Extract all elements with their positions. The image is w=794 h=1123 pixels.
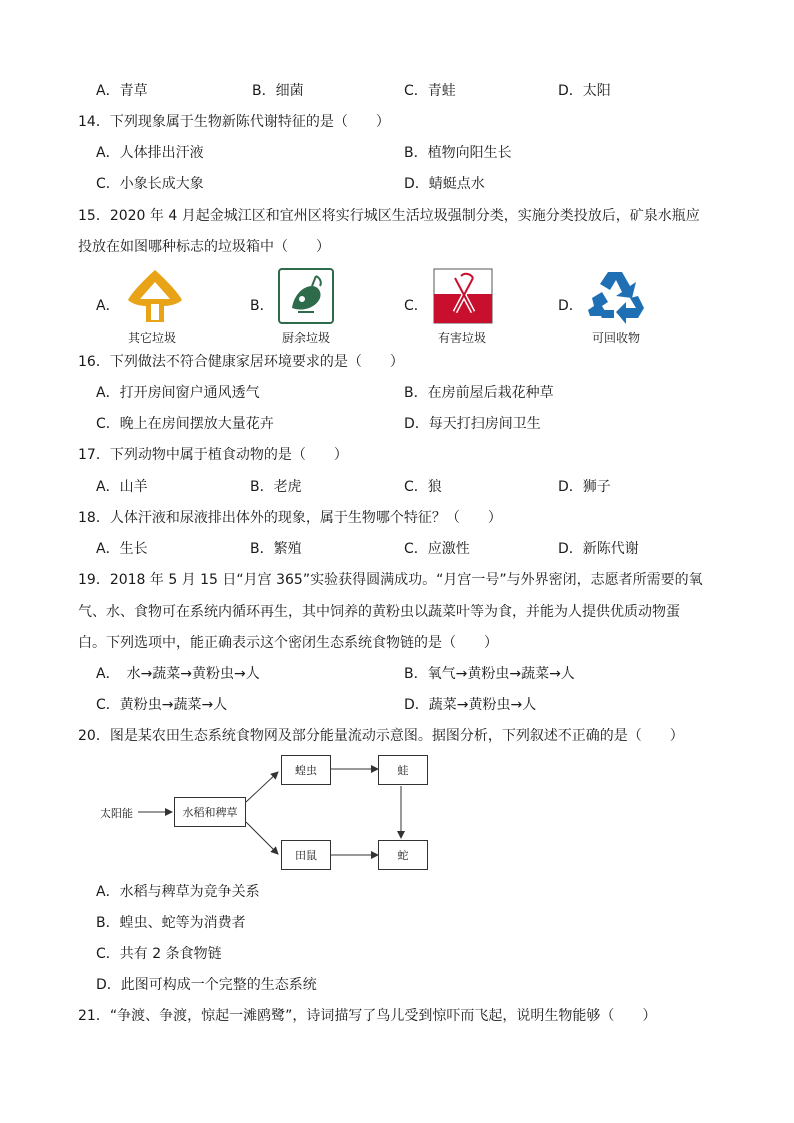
diagram-sun-label: 太阳能 <box>100 807 133 820</box>
q17-option-a[interactable]: A．山羊 <box>96 479 148 495</box>
other-waste-icon <box>124 268 186 328</box>
q20-option-d[interactable]: D．此图可构成一个完整的生态系统 <box>96 977 317 993</box>
q16-option-b[interactable]: B．在房前屋后栽花种草 <box>404 385 554 401</box>
q20-option-c[interactable]: C．共有 2 条食物链 <box>96 946 222 962</box>
q19-stem-line1: 19．2018 年 5 月 15 日“月宫 365”实验获得圆满成功。“月宫一号”与外界密闭，志愿者所需要的氧 <box>78 572 703 588</box>
q21-stem: 21．“争渡、争渡，惊起一滩鸥鹭”，诗词描写了鸟儿受到惊吓而飞起，说明生物能够（ ） <box>78 1008 657 1024</box>
diagram-frog-box: 蛙 <box>378 755 428 785</box>
q14-stem: 14．下列现象属于生物新陈代谢特征的是（ ） <box>78 114 390 130</box>
q16-stem: 16．下列做法不符合健康家居环境要求的是（ ） <box>78 354 404 370</box>
kitchen-waste-icon <box>278 268 334 324</box>
q14-option-c[interactable]: C．小象长成大象 <box>96 176 204 192</box>
q19-option-c[interactable]: C．黄粉虫→蔬菜→人 <box>96 697 228 713</box>
q15-icon-label-a: 其它垃圾 <box>128 331 177 345</box>
q19-option-b[interactable]: B．氧气→黄粉虫→蔬菜→人 <box>404 666 575 682</box>
q14-option-d[interactable]: D．蜻蜓点水 <box>404 176 485 192</box>
q13-option-d[interactable]: D．太阳 <box>558 83 611 99</box>
q15-option-b-letter[interactable]: B． <box>250 298 274 314</box>
q19-stem-line3: 白。下列选项中，能正确表示这个密闭生态系统食物链的是（ ） <box>78 635 498 651</box>
q15-icon-label-d: 可回收物 <box>592 331 641 345</box>
q15-icon-label-c: 有害垃圾 <box>438 331 487 345</box>
diagram-grasshopper-box: 蝗虫 <box>281 755 331 785</box>
q16-option-a[interactable]: A．打开房间窗户通风透气 <box>96 385 260 401</box>
diagram-vole-box: 田鼠 <box>281 840 331 870</box>
q18-option-c[interactable]: C．应激性 <box>404 541 470 557</box>
diagram-producer-box: 水稻和稗草 <box>174 797 246 827</box>
q16-option-c[interactable]: C．晚上在房间摆放大量花卉 <box>96 416 274 432</box>
q18-option-a[interactable]: A．生长 <box>96 541 148 557</box>
q13-option-c[interactable]: C．青蛙 <box>404 83 456 99</box>
q14-option-a[interactable]: A．人体排出汗液 <box>96 145 204 161</box>
diagram-snake-box: 蛇 <box>378 840 428 870</box>
q14-option-b[interactable]: B．植物向阳生长 <box>404 145 512 161</box>
q13-option-a[interactable]: A．青草 <box>96 83 148 99</box>
q15-option-a-letter[interactable]: A． <box>96 298 120 314</box>
q19-option-a[interactable]: A． 水→蔬菜→黄粉虫→人 <box>96 666 260 682</box>
q13-option-b[interactable]: B．细菌 <box>252 83 304 99</box>
arrow-producer-to-grasshopper <box>246 772 278 802</box>
q17-option-c[interactable]: C．狼 <box>404 479 442 495</box>
hazardous-waste-icon <box>433 268 493 324</box>
q18-option-b[interactable]: B．繁殖 <box>250 541 302 557</box>
q19-option-d[interactable]: D．蔬菜→黄粉虫→人 <box>404 697 537 713</box>
q15-option-c-letter[interactable]: C． <box>404 298 428 314</box>
q17-option-b[interactable]: B．老虎 <box>250 479 302 495</box>
q15-option-d-letter[interactable]: D． <box>558 298 583 314</box>
q16-option-d[interactable]: D．每天打扫房间卫生 <box>404 416 541 432</box>
q20-option-a[interactable]: A．水稻与稗草为竞争关系 <box>96 884 260 900</box>
q15-stem-line2: 投放在如图哪种标志的垃圾箱中（ ） <box>78 239 330 255</box>
q20-stem: 20．图是某农田生态系统食物网及部分能量流动示意图。据图分析，下列叙述不正确的是（ ） <box>78 728 684 744</box>
q17-stem: 17．下列动物中属于植食动物的是（ ） <box>78 447 348 463</box>
q19-stem-line2: 气、水、食物可在系统内循环再生，其中饲养的黄粉虫以蔬菜叶等为食，并能为人提供优质动物蛋 <box>78 604 680 620</box>
q18-option-d[interactable]: D．新陈代谢 <box>558 541 639 557</box>
recycle-icon <box>586 266 646 324</box>
q15-stem-line1: 15．2020 年 4 月起金城江区和宜州区将实行城区生活垃圾强制分类，实施分类投放后，矿泉水瓶应 <box>78 208 700 224</box>
q20-option-b[interactable]: B．蝗虫、蛇等为消费者 <box>96 915 246 931</box>
q18-stem: 18．人体汗液和尿液排出体外的现象，属于生物哪个特征？（ ） <box>78 510 502 526</box>
q17-option-d[interactable]: D．狮子 <box>558 479 611 495</box>
arrow-producer-to-vole <box>246 822 278 854</box>
q15-icon-label-b: 厨余垃圾 <box>282 331 331 345</box>
